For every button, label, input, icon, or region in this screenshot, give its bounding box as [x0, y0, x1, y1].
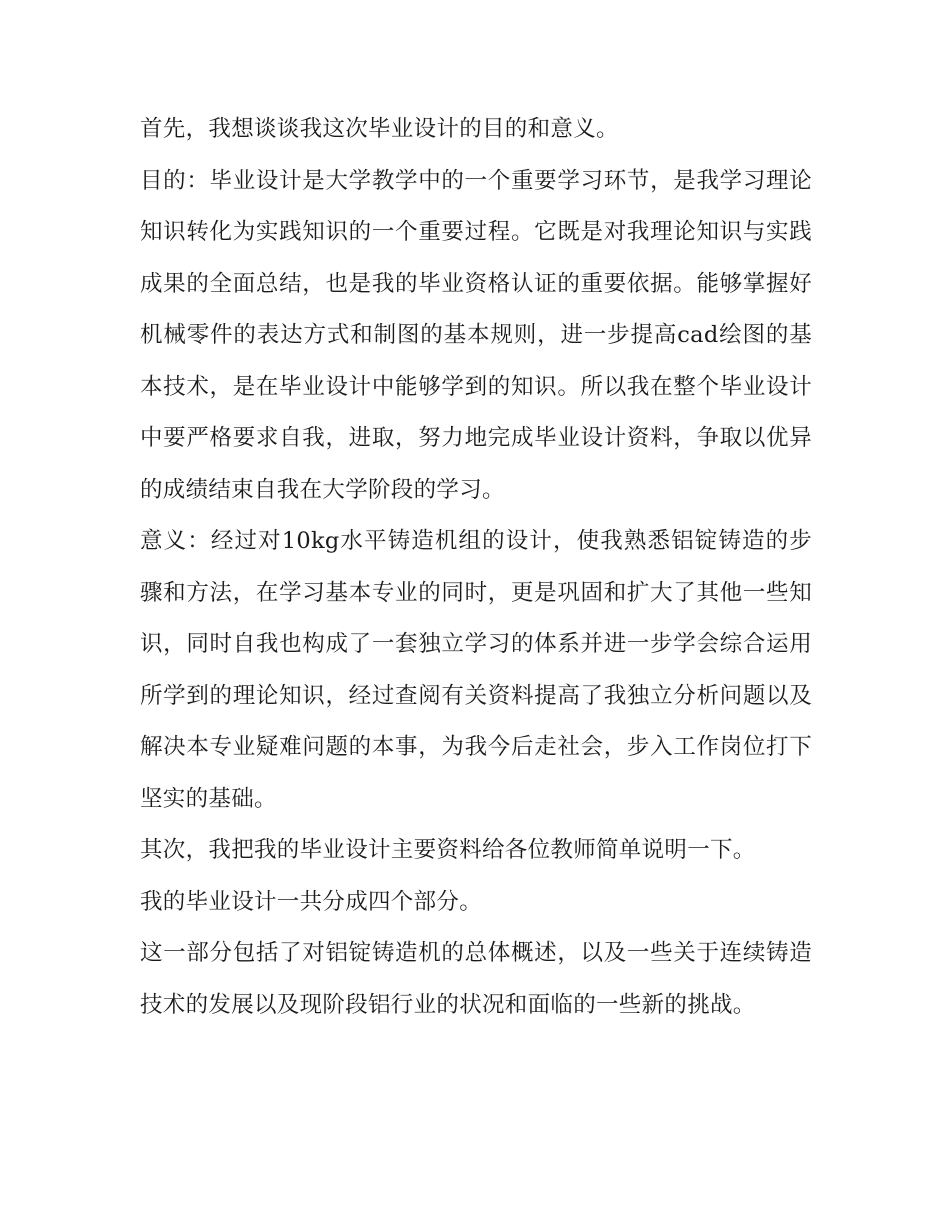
- paragraph-secondly: 其次，我把我的毕业设计主要资料给各位教师简单说明一下。: [140, 837, 756, 863]
- paragraph-intro: 首先，我想谈谈我这次毕业设计的目的和意义。: [140, 116, 619, 142]
- paragraph-purpose: 目的：毕业设计是大学教学中的一个重要学习环节，是我学习理论知识转化为实践知识的一个重要过程。它既是对我理论知识与实践成果的全面总结，也是我的毕业资格认证的重要依据。能够掌握好机械零件的表达方式和制图的基本规则，进一步提高cad绘图的基本技术，是在毕业设计中能够学到的知识。所以我在整个毕业设计中要严格要求自我，进取，努力地完成毕业设计资料，争取以优异的成绩结束自我在大学阶段的学习。: [140, 167, 812, 503]
- document-body: [140, 104, 812, 1031]
- paragraph-part-one: 这一部分包括了对铝锭铸造机的总体概述，以及一些关于连续铸造技术的发展以及现阶段铝行业的状况和面临的一些新的挑战。: [140, 940, 812, 1018]
- paragraph-significance: 意义：经过对10kg水平铸造机组的设计，使我熟悉铝锭铸造的步骤和方法，在学习基本专业的同时，更是巩固和扩大了其他一些知识，同时自我也构成了一套独立学习的体系并进一步学会综合运用所学到的理论知识，经过查阅有关资料提高了我独立分析问题以及解决本专业疑难问题的本事，为我今后走社会，步入工作岗位打下坚实的基础。: [140, 528, 812, 812]
- paragraph-four-parts: 我的毕业设计一共分成四个部分。: [140, 888, 483, 915]
